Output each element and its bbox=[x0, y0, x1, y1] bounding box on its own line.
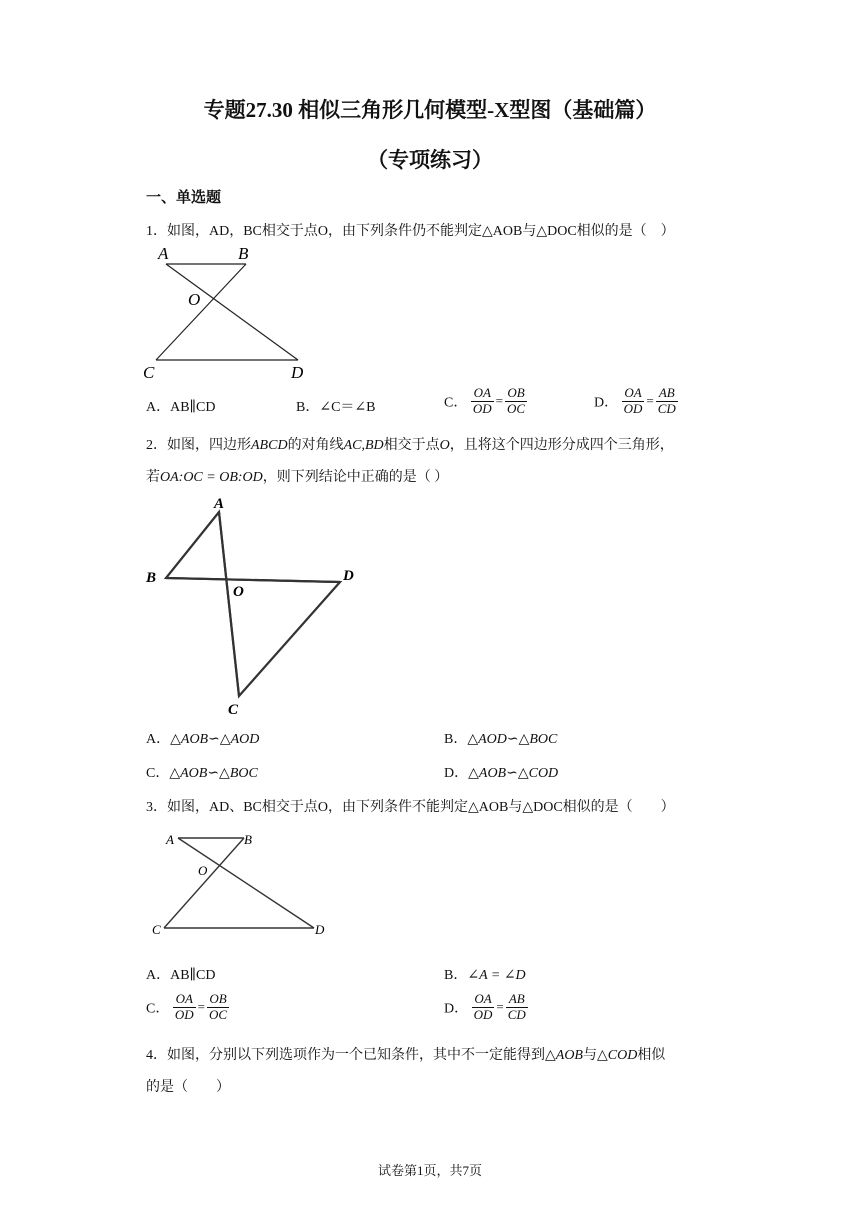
q3-label-a: A bbox=[166, 832, 174, 847]
question-1-text: 1．如图，AD，BC相交于点O，由下列条件仍不能判定△AOB与△DOC相似的是（ ） bbox=[146, 224, 675, 239]
question-2-figure bbox=[140, 492, 370, 722]
q2-diagonal-ac bbox=[219, 512, 239, 696]
q1-label-b: B bbox=[238, 244, 249, 263]
q3-option-c-frac2: $\frac{OB}{OC}$ bbox=[208, 991, 228, 1022]
q2-option-a[interactable]: A．△AOB∽△AOD bbox=[146, 732, 260, 747]
q1-option-d-prefix: D． bbox=[594, 395, 619, 411]
q2-quadrilateral bbox=[166, 512, 340, 696]
q1-option-c-frac1: $\frac{OA}{OD}$ bbox=[472, 385, 492, 416]
q2-label-d: D bbox=[343, 568, 354, 584]
q1-option-c[interactable]: C． $\frac{OA}{OD}$ = $\frac{OB}{OC}$ bbox=[444, 385, 526, 416]
q1-option-d-frac1: $\frac{OA}{OD}$ bbox=[623, 385, 643, 416]
q3-option-d[interactable]: D． $\frac{OA}{OD}$ = $\frac{AB}{CD}$ bbox=[444, 991, 526, 1022]
q3-label-d: D bbox=[315, 922, 325, 937]
q1-option-a[interactable]: A．AB∥CD bbox=[146, 400, 216, 415]
q1-option-d[interactable]: D． $\frac{OA}{OD}$ = $\frac{AB}{CD}$ bbox=[594, 385, 676, 416]
q3-label-o: O bbox=[198, 863, 208, 878]
question-2-line1: 2．如图，四边形ABCD的对角线AC,BD相交于点O，且将这个四边形分成四个三角形， bbox=[146, 438, 674, 453]
q3-line-bc bbox=[164, 838, 244, 928]
q3-label-b: B bbox=[244, 832, 252, 847]
question-3-text: 3．如图，AD、BC相交于点O，由下列条件不能判定△AOB与△DOC相似的是（ ） bbox=[146, 800, 675, 815]
question-4-line1: 4．如图，分别以下列选项作为一个已知条件，其中不一定能得到△AOB与△COD相似 bbox=[146, 1048, 666, 1063]
q2-label-a: A bbox=[214, 496, 225, 512]
q1-option-c-prefix: C． bbox=[444, 395, 468, 411]
q3-option-c[interactable]: C． $\frac{OA}{OD}$ = $\frac{OB}{OC}$ bbox=[146, 991, 228, 1022]
q2-option-d[interactable]: D．△AOB∽△COD bbox=[444, 766, 559, 781]
q3-option-d-frac1: $\frac{OA}{OD}$ bbox=[473, 991, 493, 1022]
q1-label-o: O bbox=[188, 290, 201, 309]
q3-option-c-frac1: $\frac{OA}{OD}$ bbox=[174, 991, 194, 1022]
q1-label-d: D bbox=[291, 363, 304, 382]
page-footer: 试卷第1页，共7页 bbox=[377, 1163, 482, 1178]
q3-option-a[interactable]: A．AB∥CD bbox=[146, 968, 216, 983]
question-2-line2: 若OA:OC = OB:OD，则下列结论中正确的是（ ） bbox=[146, 470, 449, 485]
q3-line-ad bbox=[178, 838, 314, 928]
question-1-figure bbox=[138, 242, 318, 382]
q2-label-o: O bbox=[233, 584, 244, 600]
q3-option-b[interactable]: B．∠A = ∠D bbox=[444, 968, 526, 983]
section-heading: 一、单选题 bbox=[146, 190, 222, 206]
question-4-line2: 的是（ ） bbox=[146, 1080, 230, 1095]
q3-label-c: C bbox=[152, 922, 161, 937]
q3-option-d-frac2: $\frac{AB}{CD}$ bbox=[507, 991, 526, 1022]
q1-label-c: C bbox=[143, 363, 155, 382]
q2-option-b[interactable]: B．△AOD∽△BOC bbox=[444, 732, 558, 747]
q2-diagonal-bd bbox=[166, 578, 340, 582]
q1-option-c-frac2: $\frac{OB}{OC}$ bbox=[506, 385, 526, 416]
q2-option-c[interactable]: C．△AOB∽△BOC bbox=[146, 766, 258, 781]
q1-option-d-frac2: $\frac{AB}{CD}$ bbox=[657, 385, 676, 416]
page-subtitle: （专项练习） bbox=[367, 148, 493, 172]
page-title: 专题27.30 相似三角形几何模型-X型图（基础篇） bbox=[203, 98, 657, 122]
question-3-figure bbox=[146, 826, 336, 946]
q2-label-b: B bbox=[146, 570, 157, 586]
q1-label-a: A bbox=[158, 244, 169, 263]
q1-option-b[interactable]: B．∠C＝∠B bbox=[296, 400, 376, 415]
q2-label-c: C bbox=[228, 702, 239, 718]
